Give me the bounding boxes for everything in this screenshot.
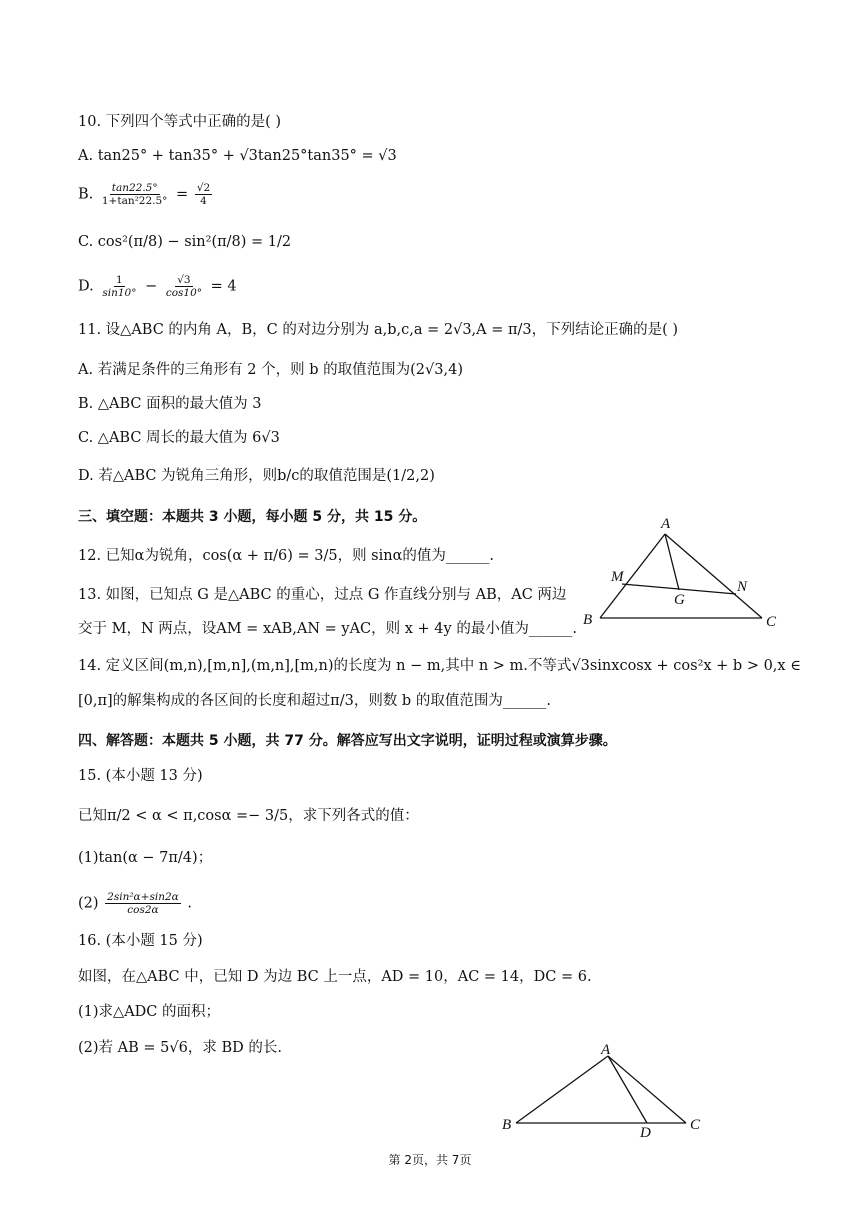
label-b: B [502,1117,512,1133]
edge-ab [600,534,665,618]
equals-sign: = [176,186,189,203]
label-a: A [661,516,671,532]
q10-option-d-rhs: = 4 [210,278,237,295]
q14-line-2: [0,π]的解集构成的各区间的长度和超过π/3，则数 b 的取值范围为______. [78,693,551,709]
q13-line-1: 13. 如图，已知点 G 是△ABC 的重心，过点 G 作直线分别与 AB，AC 两边 [78,587,567,603]
q10-option-a: A. tan25° + tan35° + √3tan25°tan35° = √3 [78,148,397,164]
q11-stem: 11. 设△ABC 的内角 A，B，C 的对边分别为 a,b,c,a = 2√3,A = π/3，下列结论正确的是( ) [78,322,679,338]
minus-sign: − [145,278,158,295]
q10-option-b-num: tan22.5° [111,182,158,194]
q10-stem: 10. 下列四个等式中正确的是( ) [78,114,282,130]
q11-option-c: C. △ABC 周长的最大值为 6√3 [78,430,280,446]
segment-ad [608,1056,647,1123]
q13-line-2: 交于 M，N 两点，设AM = xAB,AN = yAC，则 x + 4y 的最小值为______. [78,621,577,637]
label-c: C [766,614,777,630]
q10-option-b-rhs [195,182,212,207]
q15-heading: 15. (本小题 13 分) [78,768,203,784]
q16-given: 如图，在△ABC 中，已知 D 为边 BC 上一点，AD = 10，AC = 14，DC = 6. [78,969,592,985]
page-footer: 第 2页，共 7页 [388,1153,472,1167]
q10-option-d [78,274,237,299]
q15-part-1: (1)tan(α − 7π/4)； [78,850,213,866]
q10-option-b-fraction [100,182,170,207]
q16-heading: 16. (本小题 15 分) [78,933,203,949]
triangle-abc-d-figure [496,1036,716,1144]
edge-ab [516,1056,608,1123]
q10-option-b-prefix: B. [78,186,94,203]
q15-given: 已知π/2 < α < π,cosα =− 3/5，求下列各式的值： [78,808,419,824]
q10-option-d-prefix: D. [78,278,94,295]
edge-ac [608,1056,686,1123]
q10-option-d-frac1 [100,274,138,299]
q10-option-d-frac2 [164,274,204,299]
q11-option-a: A. 若满足条件的三角形有 2 个，则 b 的取值范围为(2√3,4) [78,362,463,378]
centroid-triangle-figure [580,514,790,634]
median-segment [665,534,679,590]
section-3-heading: 三、填空题：本题共 3 小题，每小题 5 分，共 15 分。 [78,509,427,525]
label-b: B [583,612,593,628]
q10-option-c: C. cos²(π/8) − sin²(π/8) = 1/2 [78,234,292,250]
q10-option-b-den: 1+tan²22.5° [101,195,168,207]
label-d: D [640,1125,651,1141]
label-g: G [674,592,685,608]
q10-option-d-frac1-den: sin10° [102,287,137,299]
q15-part-2-suffix: . [187,895,192,912]
label-n: N [737,579,748,595]
q10-option-b-rhs-den: 4 [200,195,207,207]
q11-option-d: D. 若△ABC 为锐角三角形，则b/c的取值范围是(1/2,2) [78,468,435,484]
q11-option-b: B. △ABC 面积的最大值为 3 [78,396,262,412]
q10-option-d-frac2-num: √3 [177,274,191,286]
q15-part-2-fraction [105,891,181,916]
section-4-heading: 四、解答题：本题共 5 小题，共 77 分。解答应写出文字说明，证明过程或演算步骤。 [78,733,617,749]
q12-text: 12. 已知α为锐角，cos(α + π/6) = 3/5，则 sinα的值为______. [78,548,494,564]
q10-option-b-rhs-num: √2 [196,182,211,194]
q15-part-2-prefix: (2) [78,895,99,912]
q15-part-2 [78,891,192,916]
q10-option-d-frac2-den: cos10° [165,287,203,299]
label-m: M [611,569,624,585]
q16-part-1: (1)求△ADC 的面积； [78,1004,220,1020]
q15-part-2-num: 2sin²α+sin2α [107,891,179,903]
q15-part-2-den: cos2α [127,904,159,916]
q14-line-1: 14. 定义区间(m,n),[m,n],(m,n],[m,n)的长度为 n − m,其中 n > m.不等式√3sinxcosx + cos²x + b > 0,x ∈ [78,658,801,674]
label-a: A [601,1042,611,1058]
q16-part-2: (2)若 AB = 5√6，求 BD 的长. [78,1040,282,1056]
label-c: C [690,1117,701,1133]
q10-option-d-frac1-num: 1 [116,274,123,286]
q10-option-b [78,182,214,207]
